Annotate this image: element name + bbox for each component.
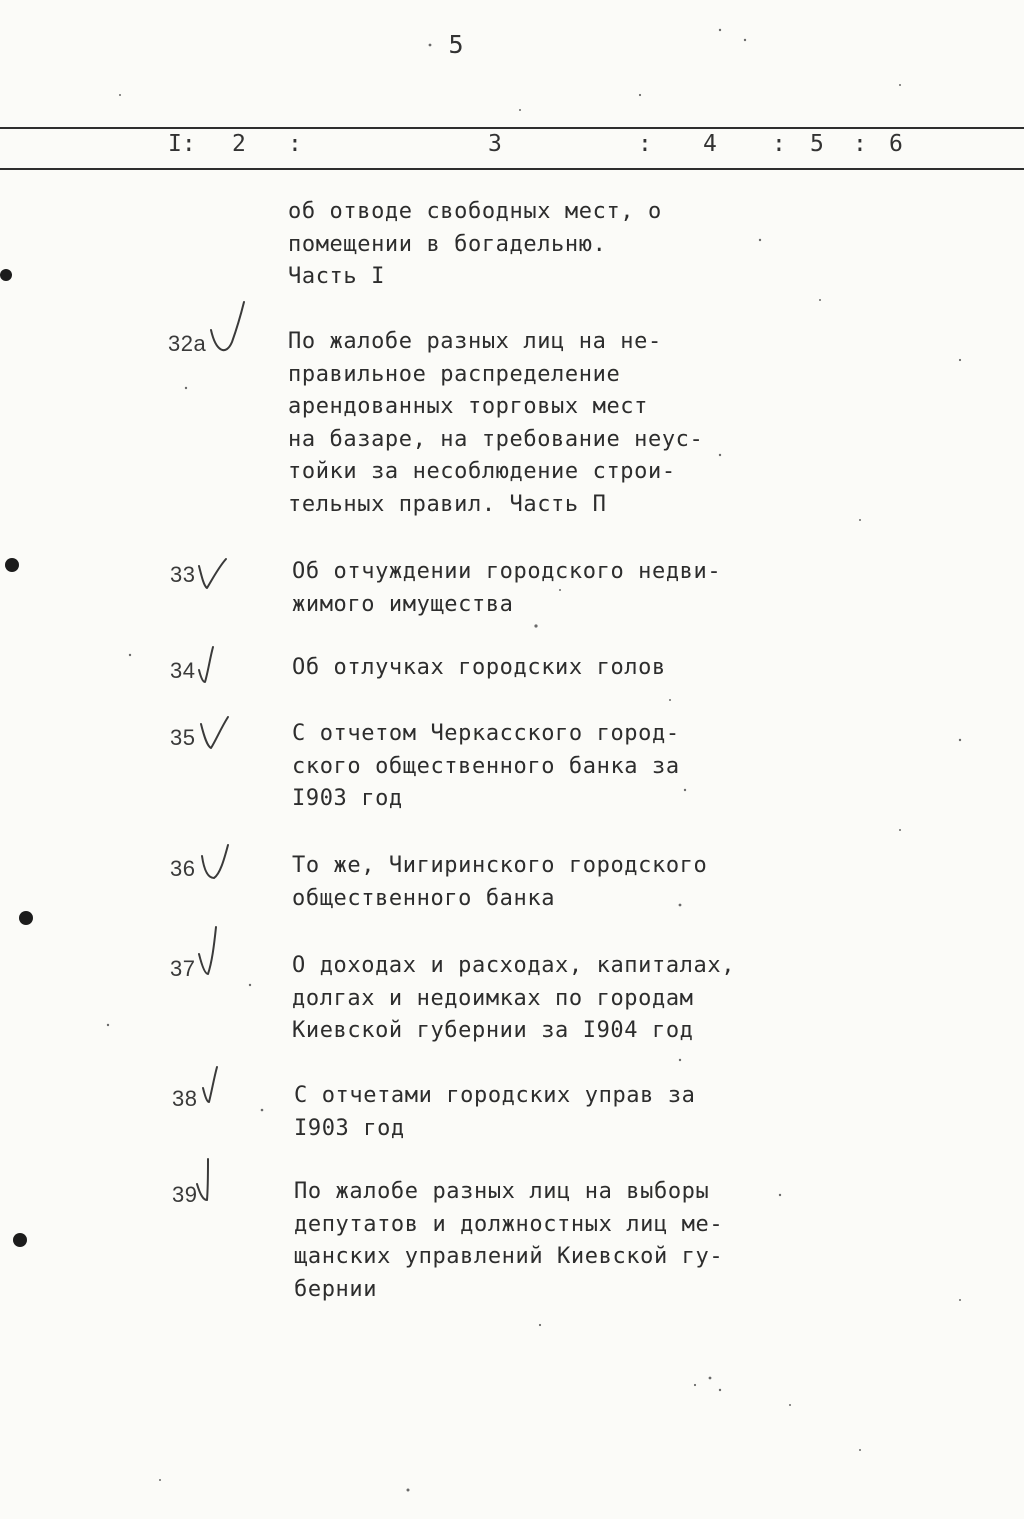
column-header-3: 3 [488, 131, 502, 157]
text-line: бернии [294, 1276, 378, 1302]
text-line: О доходах и расходах, капиталах, [292, 953, 736, 978]
text-line: об отводе свободных мест, о [288, 199, 662, 224]
entry-number: 34 [170, 658, 196, 683]
column-separator: : [638, 131, 652, 157]
checkmark-icon [196, 556, 230, 596]
text-line: щанских управлений Киевской гу- [294, 1244, 724, 1270]
entry-description [292, 718, 680, 816]
column-header-1: I: [168, 131, 196, 157]
entry-number: 38 [172, 1086, 198, 1111]
text-line: жимого имущества [292, 591, 514, 617]
entry-number: 36 [170, 856, 196, 881]
entry-number: 39 [172, 1182, 198, 1207]
entry-number: 37 [170, 956, 196, 981]
entry-description [292, 652, 666, 685]
text-line: По жалобе разных лиц на выборы [294, 1179, 710, 1204]
entry-number: 35 [170, 725, 196, 750]
text-line: По жалобе разных лиц на не- [288, 329, 662, 354]
text-line: I903 год [294, 1115, 405, 1141]
column-header-4: 4 [703, 131, 717, 157]
text-line: С отчетами городских управ за [294, 1083, 696, 1108]
checkmark-icon [194, 1156, 218, 1206]
entry-description [292, 950, 735, 1048]
entry-description [292, 556, 721, 621]
text-line: долгах и недоимках по городам [292, 985, 694, 1011]
text-line: общественного банка [292, 885, 556, 911]
text-line: арендованных торговых мест [288, 394, 648, 420]
text-line: помещении в богадельню. [288, 231, 607, 257]
text-line: Об отчуждении городского недви- [292, 559, 722, 584]
column-separator: : [288, 131, 302, 157]
column-header-5: 5 [810, 131, 824, 157]
text-line: на базаре, на требование неус- [288, 426, 704, 452]
checkmark-icon [198, 842, 234, 884]
text-line: Часть I [288, 264, 385, 290]
checkmark-icon [200, 1064, 222, 1108]
column-separator: : [772, 131, 786, 157]
text-line: Киевской губернии за I904 год [292, 1018, 694, 1044]
checkmark-icon [208, 300, 248, 360]
entry-number: 33 [170, 562, 196, 587]
text-line: ского общественного банка за [292, 753, 680, 779]
entry-description [294, 1176, 723, 1306]
entry-description [288, 326, 703, 522]
column-separator: : [853, 131, 867, 157]
text-line: С отчетом Черкасского город- [292, 721, 680, 746]
column-header-2: 2 [232, 131, 246, 157]
text-line: депутатов и должностных лиц ме- [294, 1211, 724, 1237]
checkmark-icon [196, 924, 224, 980]
text-line: Об отлучках городских голов [292, 655, 666, 680]
entry-number: 32а [168, 331, 207, 356]
text-line: тельных правил. Часть П [288, 491, 607, 517]
binding-holes [0, 269, 33, 1247]
continuation-text [288, 196, 662, 294]
header-bottom-rule [0, 168, 1024, 170]
text-line: I903 год [292, 786, 403, 812]
column-header-6: 6 [889, 131, 903, 157]
text-line: тойки за несоблюдение строи- [288, 459, 676, 485]
text-line: правильное распределение [288, 361, 621, 387]
header-top-rule [0, 127, 1024, 129]
text-line: То же, Чигиринского городского [292, 853, 708, 878]
checkmark-icon [198, 714, 232, 754]
page-number: 5 [448, 30, 464, 59]
checkmark-icon [196, 644, 220, 688]
entry-description [294, 1080, 696, 1145]
entry-description [292, 850, 707, 915]
